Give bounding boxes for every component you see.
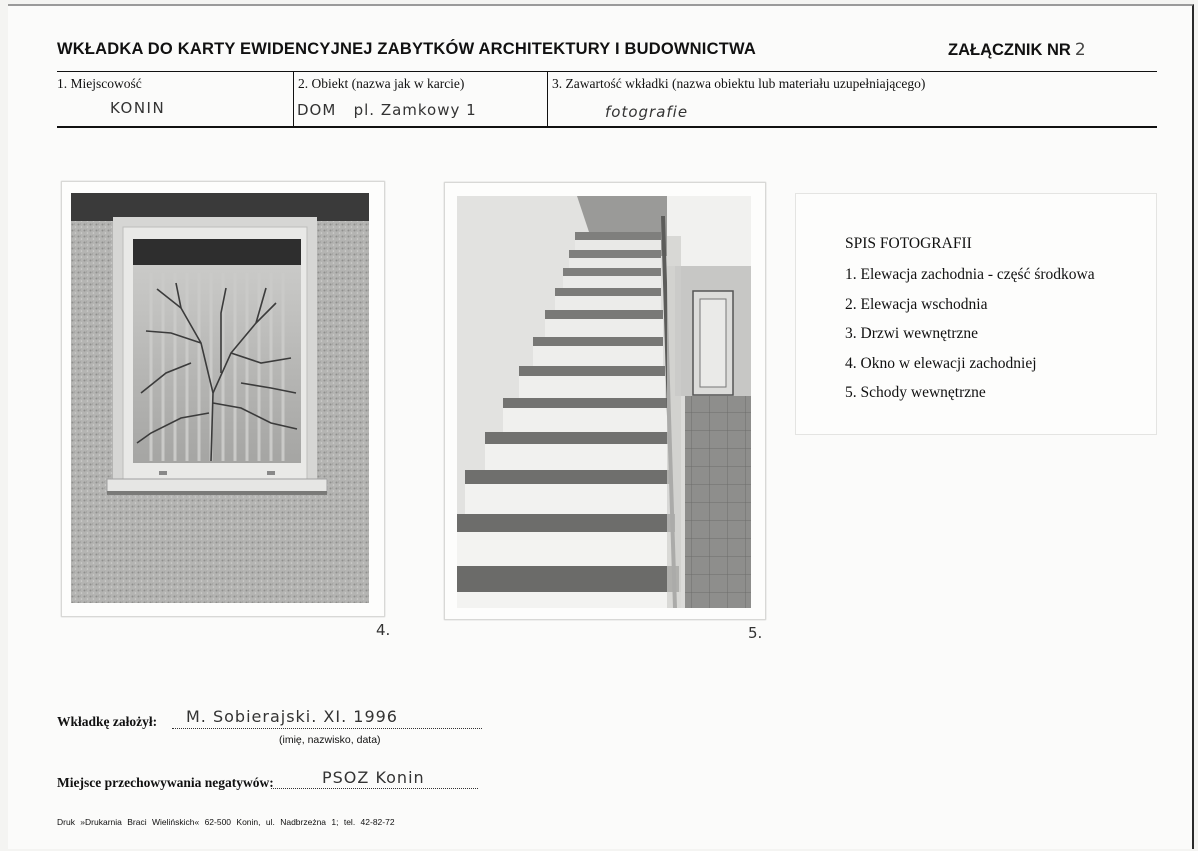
photo-list-box bbox=[795, 193, 1157, 435]
photo-list-title: SPIS FOTOGRAFII bbox=[845, 235, 972, 252]
annex-number-value: 2 bbox=[1074, 40, 1086, 60]
annex-label: ZAŁĄCZNIK NR bbox=[948, 41, 1071, 59]
locality-value: KONIN bbox=[110, 99, 166, 117]
form-title: WKŁADKA DO KARTY EWIDENCYJNEJ ZABYTKÓW ARCHITEKTURY I BUDOWNICTWA bbox=[57, 40, 756, 58]
locality-label: 1. Miejscowość bbox=[57, 76, 142, 91]
window-photo-image bbox=[71, 193, 369, 603]
object-label: 2. Obiekt (nazwa jak w karcie) bbox=[298, 76, 465, 91]
photo-window bbox=[71, 193, 369, 603]
photo-card-window bbox=[61, 181, 385, 617]
founder-value: M. Sobierajski. XI. 1996 bbox=[186, 707, 398, 726]
photo-number-4: 4. bbox=[376, 621, 391, 639]
contents-value: fotografie bbox=[605, 103, 689, 121]
photo-card-stairs bbox=[444, 182, 766, 620]
photo-list-item: 1. Elewacja zachodnia - część środkowa bbox=[845, 266, 1095, 283]
negatives-label: Miejsce przechowywania negatywów: bbox=[57, 775, 274, 790]
negatives-value: PSOZ Konin bbox=[322, 768, 425, 787]
annex-number bbox=[948, 40, 1086, 60]
stairs-photo-image bbox=[457, 196, 751, 608]
header-rule-top bbox=[57, 71, 1157, 72]
photo-list-item: 5. Schody wewnętrzne bbox=[845, 384, 986, 401]
founder-label: Wkładkę założył: bbox=[57, 714, 158, 729]
photo-stairs bbox=[457, 196, 751, 608]
field-divider bbox=[293, 72, 294, 126]
photo-list-item: 2. Elewacja wschodnia bbox=[845, 295, 988, 313]
field-divider bbox=[547, 72, 548, 126]
founder-note: (imię, nazwisko, data) bbox=[279, 734, 381, 746]
photo-list-item: 3. Drzwi wewnętrzne bbox=[845, 325, 978, 342]
photo-list-item: 4. Okno w elewacji zachodniej bbox=[845, 354, 1037, 372]
object-value: DOM pl. Zamkowy 1 bbox=[297, 101, 477, 119]
print-info: Druk »Drukarnia Braci Wielińskich« 62-500 Konin, ul. Nadbrzeżna 1; tel. 42-82-72 bbox=[57, 817, 395, 827]
photo-list bbox=[845, 266, 1095, 414]
header-rule-bottom bbox=[57, 126, 1157, 128]
photo-number-5: 5. bbox=[748, 624, 763, 642]
contents-label: 3. Zawartość wkładki (nazwa obiektu lub materiału uzupełniającego) bbox=[552, 76, 926, 91]
